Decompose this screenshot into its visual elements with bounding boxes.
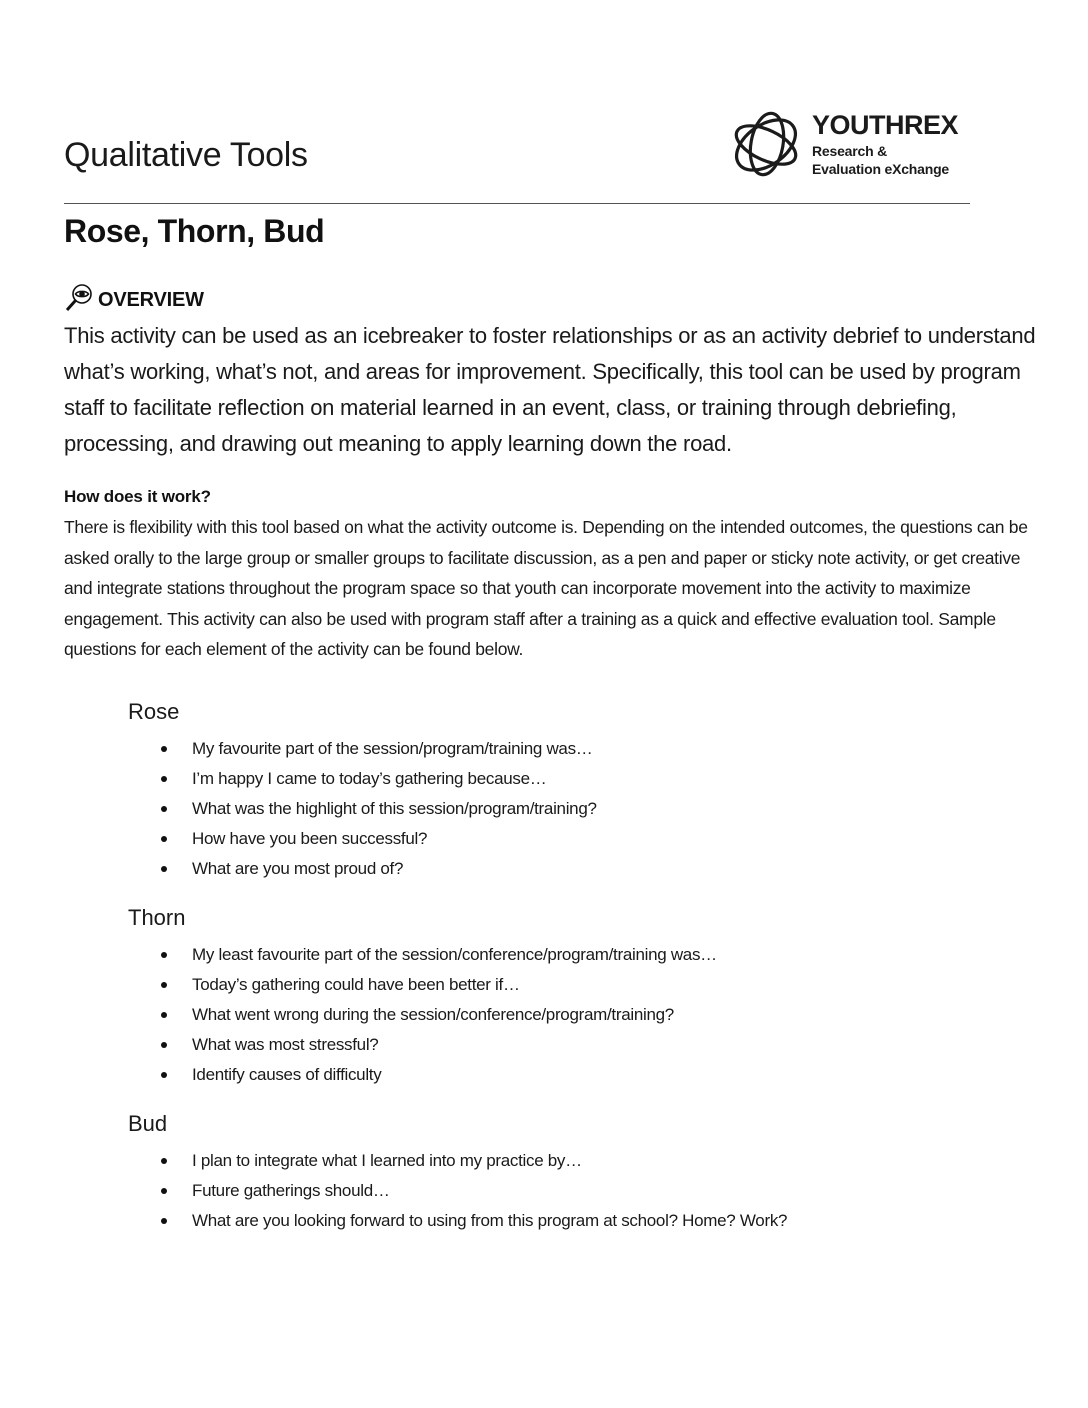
question-text: My favourite part of the session/program/training was…	[192, 739, 593, 758]
list-item	[128, 794, 1008, 824]
element-title: Thorn	[128, 905, 186, 930]
question-text: What went wrong during the session/conference/program/training?	[192, 1005, 674, 1024]
section-label: Qualitative Tools	[64, 136, 308, 174]
element-section-bud	[128, 1110, 1008, 1236]
question-text: How have you been successful?	[192, 829, 428, 848]
list-item	[128, 1030, 1008, 1060]
question-text: I’m happy I came to today’s gathering because…	[192, 769, 547, 788]
question-text: My least favourite part of the session/conference/program/training was…	[192, 945, 717, 964]
bullet-icon	[161, 806, 167, 812]
header-divider	[64, 203, 970, 204]
youthrex-logo	[730, 108, 970, 184]
bullet-icon	[161, 1012, 167, 1018]
how-it-works-paragraph: There is flexibility with this tool based on what the activity outcome is. Depending on the intended outcomes, the questions can be asked orally to the large group or smaller groups to facilitate discussion, as a pen and paper or sticky note activity, or get creative and integrate stations throughout the program space so that youth can incorporate movement into the activity to maximize engagement. This activity can also be used with program staff after a training as a quick and effective evaluation tool. Sample questions for each element of the activity can be found below.	[64, 517, 1028, 659]
document-title: Rose, Thorn, Bud	[64, 213, 325, 249]
question-list	[128, 940, 1008, 1090]
list-item	[128, 1206, 1008, 1236]
bullet-icon	[161, 1072, 167, 1078]
bullet-icon	[161, 1042, 167, 1048]
question-text: Future gatherings should…	[192, 1181, 390, 1200]
overview-heading	[64, 282, 204, 314]
question-text: Identify causes of difficulty	[192, 1065, 382, 1084]
logo-tagline	[812, 142, 949, 178]
bullet-icon	[161, 776, 167, 782]
list-item	[128, 970, 1008, 1000]
logo-tagline-line-1: Research &	[812, 143, 888, 159]
list-item	[128, 734, 1008, 764]
question-text: What are you looking forward to using from this program at school? Home? Work?	[192, 1211, 788, 1230]
list-item	[128, 1060, 1008, 1090]
question-text: What was the highlight of this session/program/training?	[192, 799, 597, 818]
question-text: Today’s gathering could have been better if…	[192, 975, 520, 994]
list-item	[128, 854, 1008, 884]
logo-name: YOUTHREX	[812, 110, 959, 140]
element-section-rose	[128, 698, 1008, 884]
question-text: What was most stressful?	[192, 1035, 379, 1054]
bullet-icon	[161, 1158, 167, 1164]
element-section-thorn	[128, 904, 1008, 1090]
list-item	[128, 1000, 1008, 1030]
overview-paragraph: This activity can be used as an icebreaker to foster relationships or as an activity debrief to understand what’s working, what’s not, and areas for improvement. Specifically, this tool can be used by program staff to facilitate reflection on material learned in an event, class, or training through debriefing, processing, and drawing out meaning to apply learning down the road.	[64, 323, 1036, 456]
list-item	[128, 764, 1008, 794]
list-item	[128, 824, 1008, 854]
element-title: Rose	[128, 699, 180, 724]
list-item	[128, 940, 1008, 970]
overview-label: OVERVIEW	[98, 288, 204, 311]
logo-tagline-line-2: Evaluation eXchange	[812, 161, 950, 177]
bullet-icon	[161, 746, 167, 752]
question-list	[128, 1146, 1008, 1236]
how-it-works-heading: How does it work?	[64, 487, 211, 506]
element-title: Bud	[128, 1111, 168, 1136]
list-item	[128, 1146, 1008, 1176]
question-text: What are you most proud of?	[192, 859, 404, 878]
bullet-icon	[161, 866, 167, 872]
youthrex-orbit-logo-icon	[730, 108, 802, 182]
bullet-icon	[161, 982, 167, 988]
bullet-icon	[161, 1218, 167, 1224]
question-list	[128, 734, 1008, 884]
list-item	[128, 1176, 1008, 1206]
bullet-icon	[161, 1188, 167, 1194]
page-header	[64, 108, 970, 204]
bullet-icon	[161, 836, 167, 842]
question-text: I plan to integrate what I learned into my practice by…	[192, 1151, 582, 1170]
magnifier-eye-icon	[64, 283, 94, 313]
bullet-icon	[161, 952, 167, 958]
